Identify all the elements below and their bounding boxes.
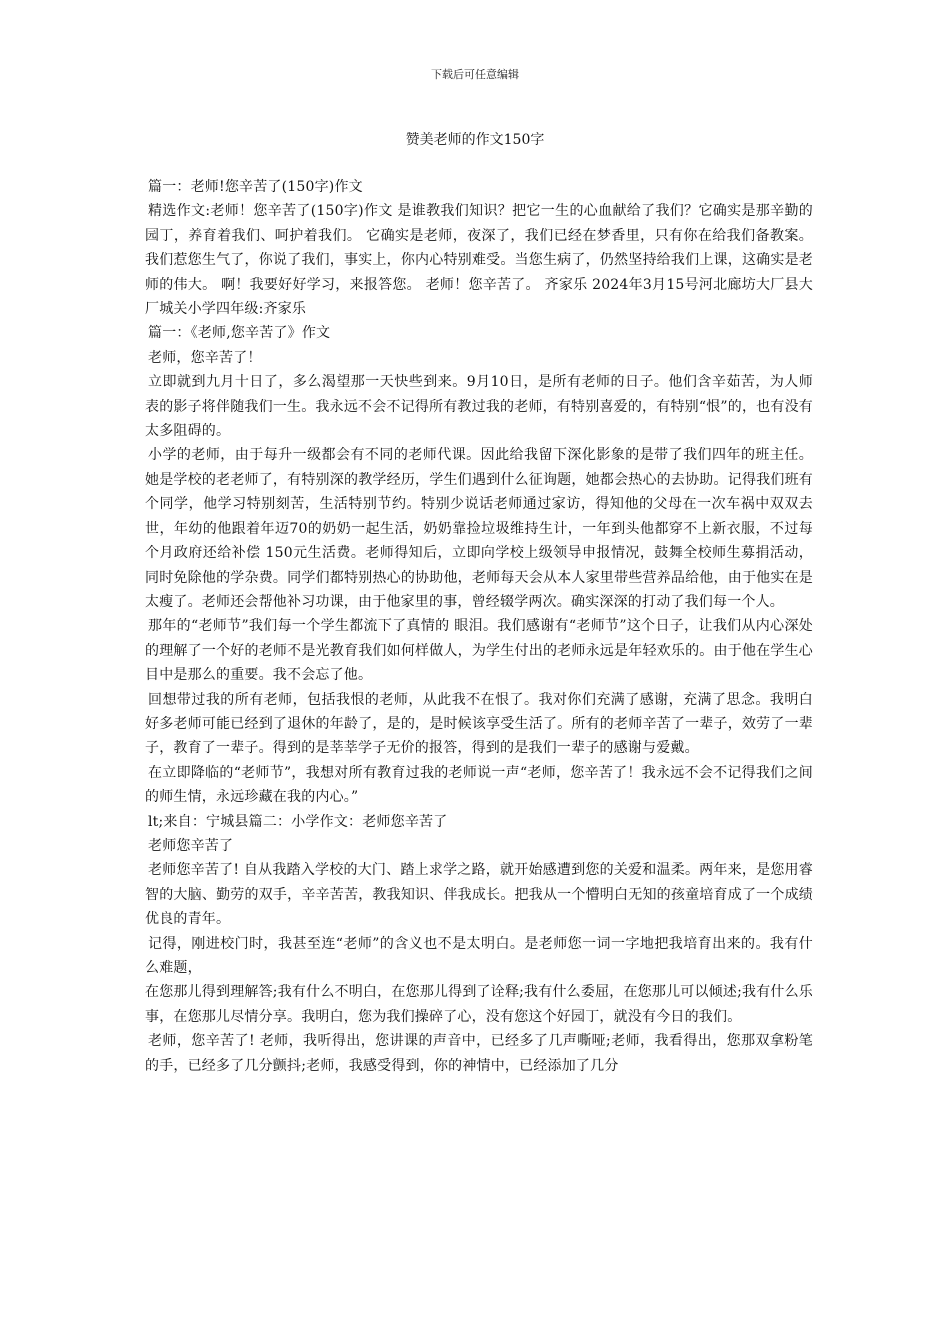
paragraph-4: 老师，您辛苦了！ — [148, 349, 262, 366]
paragraph-11: 老师您辛苦了 — [148, 837, 234, 854]
document-title: 赞美老师的作文150字 — [405, 132, 545, 148]
paragraph-1: 篇一：老师!您辛苦了(150字)作文 — [148, 179, 363, 195]
paragraph-7: 那年的“老师节”我们每一个学生都流下了真情的 眼泪。我们感谢有“老师节”这个日子，让我们从内心深处的理解了一个好的老师不是光教育我们如何样做人，为学生付出的老师永远是年轻欢乐的。由于他在学生心目中是那么的重要。我不会忘了他。 — [145, 618, 813, 684]
paragraph-15: 老师，您辛苦了! 老师，我听得出，您讲课的声音中，已经多了几声嘶哑;老师，我看得出，您那双拿粉笔的手，已经多了几分颤抖;老师，我感受得到，你的神情中，已经添加了几分 — [145, 1033, 813, 1074]
paragraph-2: 精选作文:老师！您辛苦了(150字)作文 是谁教我们知识？把它一生的心血献给了我们？它确实是那辛勤的园丁，养育着我们、呵护着我们。 它确实是老师，夜深了，我们已经在梦香里，只有你在给我们备教案。我们惹您生气了，你说了我们，事实上，你内心特别难受。当您生病了，仍然坚持给我们上课，这确实是老师的伟大。 啊！我要好好学习，来报答您。 老师！您辛苦了。 齐家乐 2024年3月15号河北廊坊大厂县大厂城关小学四年级:齐家乐 — [145, 203, 813, 318]
document-body — [145, 175, 813, 1078]
paragraph-12: 老师您辛苦了! 自从我踏入学校的大门、踏上求学之路，就开始感遭到您的关爱和温柔。两年来，是您用睿智的大脑、勤劳的双手，辛辛苦苦，教我知识、伴我成长。把我从一个懵明白无知的孩童培育成了一个成绩优良的青年。 — [145, 862, 813, 928]
paragraph-14: 在您那儿得到理解答;我有什么不明白，在您那儿得到了诠释;我有什么委屈，在您那儿可以倾述;我有什么乐事，在您那儿尽情分享。我明白，您为我们操碎了心，没有您这个好园丁，就没有今日的我们。 — [145, 984, 813, 1025]
paragraph-10: lt;来自：宁城县篇二：小学作文：老师您辛苦了 — [148, 813, 448, 830]
paragraph-6: 小学的老师，由于每升一级都会有不同的老师代课。因此给我留下深化影象的是带了我们四年的班主任。她是学校的老老师了，有特别深的教学经历，学生们遇到什么征询题，她都会热心的去协助。记得我们班有个同学，他学习特别刻苦，生活特别节约。特别少说话老师通过家访，得知他的父母在一次车祸中双双去世，年幼的他跟着年迈70的奶奶一起生活，奶奶靠捡垃圾维持生计，一年到头他都穿不上新衣服，不过每个月政府还给补偿 150元生活费。老师得知后，立即向学校上级领导申报情况，鼓舞全校师生募捐活动，同时免除他的学杂费。同学们都特别热心的协助他，老师每天会从本人家里带些营养品给他，由于他实在是太瘦了。老师还会帮他补习功课，由于他家里的事，曾经辍学两次。确实深深的打动了我们每一个人。 — [145, 447, 813, 610]
paragraph-3: 篇一：《老师,您辛苦了》作文 — [148, 325, 331, 342]
header-note: 下载后可任意编辑 — [431, 68, 519, 81]
paragraph-8: 回想带过我的所有老师，包括我恨的老师，从此我不在恨了。我对你们充满了感谢，充满了思念。我明白好多老师可能已经到了退休的年龄了，是的，是时候该享受生活了。所有的老师辛苦了一辈子，效劳了一辈子，教育了一辈子。得到的是莘莘学子无价的报答，得到的是我们一辈子的感谢与爱戴。 — [145, 691, 813, 757]
paragraph-5: 立即就到九月十日了，多么渴望那一天快些到来。9月10日，是所有老师的日子。他们含辛茹苦，为人师表的影子将伴随我们一生。我永远不会不记得所有教过我的老师，有特别喜爱的，有特别“恨”的，也有没有太多阻碍的。 — [145, 374, 813, 440]
paragraph-13: 记得，刚进校门时，我甚至连“老师”的含义也不是太明白。是老师您一词一字地把我培育出来的。我有什么难题， — [145, 935, 813, 976]
paragraph-9: 在立即降临的“老师节”，我想对所有教育过我的老师说一声“老师，您辛苦了！我永远不会不记得我们之间的师生情，永远珍藏在我的内心。” — [145, 764, 813, 806]
